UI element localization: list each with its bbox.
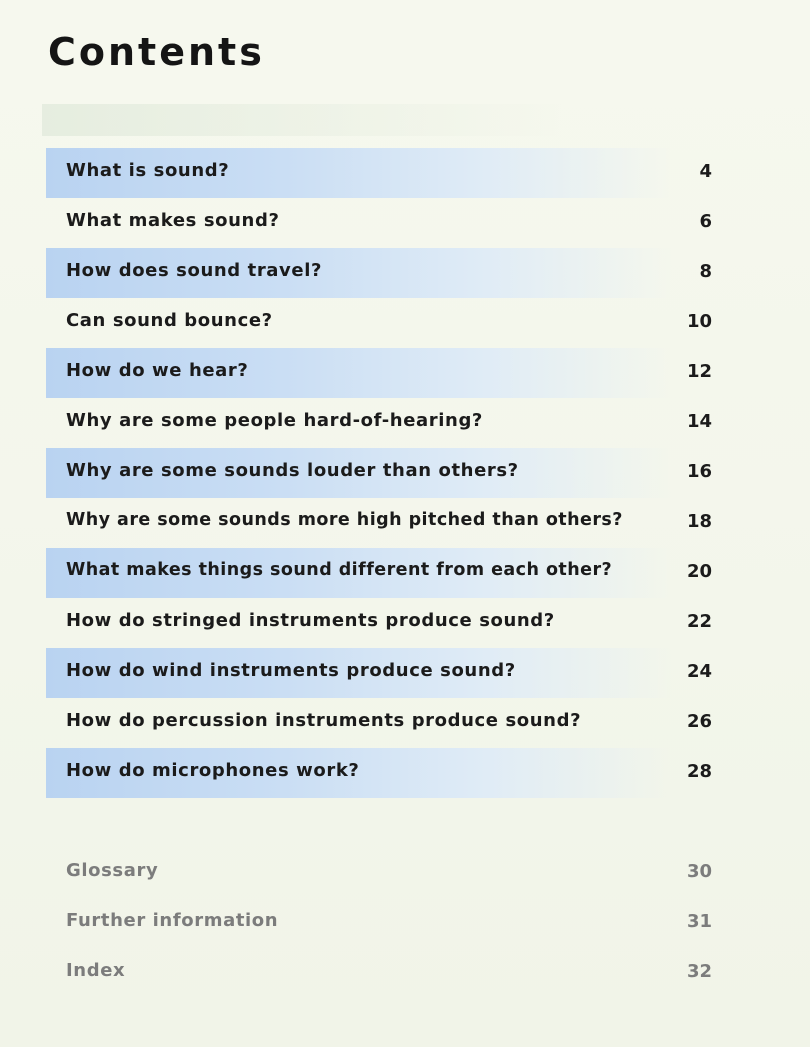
entry-title: Why are some sounds more high pitched than others?	[66, 510, 623, 530]
entry-title: Further information	[66, 910, 279, 931]
contents-entry[interactable]	[46, 298, 726, 348]
entry-title: Why are some sounds louder than others?	[66, 460, 519, 481]
entry-title: How do stringed instruments produce sound?	[66, 610, 555, 631]
entry-page-number: 22	[686, 611, 712, 632]
entry-page-number: 28	[686, 761, 712, 782]
contents-entry[interactable]	[46, 648, 726, 698]
contents-entry[interactable]	[46, 248, 726, 298]
entry-title: How do wind instruments produce sound?	[66, 660, 516, 681]
decorative-band	[42, 104, 562, 136]
entry-page-number: 12	[686, 361, 712, 382]
entry-page-number: 30	[686, 861, 712, 882]
entry-title: How does sound travel?	[66, 260, 323, 281]
contents-entry[interactable]	[46, 398, 726, 448]
entry-page-number: 20	[686, 561, 712, 582]
contents-entry[interactable]	[46, 498, 726, 548]
entry-page-number: 18	[686, 511, 712, 532]
entry-title: How do microphones work?	[66, 760, 360, 781]
page-title: Contents	[48, 30, 265, 74]
contents-entry[interactable]	[46, 748, 726, 798]
contents-entry[interactable]	[46, 548, 726, 598]
entry-title: What is sound?	[66, 160, 230, 181]
entry-page-number: 32	[686, 961, 712, 982]
entry-title: Why are some people hard-of-hearing?	[66, 410, 483, 431]
back-matter-list	[46, 848, 726, 998]
entry-page-number: 26	[686, 711, 712, 732]
contents-entry[interactable]	[46, 698, 726, 748]
entry-title: Index	[66, 960, 126, 981]
entry-page-number: 16	[686, 461, 712, 482]
entry-title: What makes things sound different from each other?	[66, 560, 613, 580]
entry-page-number: 31	[686, 911, 712, 932]
entry-page-number: 6	[699, 211, 712, 232]
back-matter-entry[interactable]	[46, 948, 726, 998]
back-matter-entry[interactable]	[46, 848, 726, 898]
contents-entry[interactable]	[46, 448, 726, 498]
entry-title: Can sound bounce?	[66, 310, 273, 331]
back-matter-entry[interactable]	[46, 898, 726, 948]
contents-entry[interactable]	[46, 598, 726, 648]
entry-page-number: 4	[699, 161, 712, 182]
entry-page-number: 14	[686, 411, 712, 432]
entry-page-number: 24	[686, 661, 712, 682]
entry-page-number: 8	[699, 261, 712, 282]
contents-entry[interactable]	[46, 348, 726, 398]
contents-entry[interactable]	[46, 198, 726, 248]
entry-title: How do percussion instruments produce sound?	[66, 710, 582, 731]
entry-title: What makes sound?	[66, 210, 280, 231]
entry-page-number: 10	[686, 311, 712, 332]
contents-list	[46, 148, 726, 798]
entry-title: How do we hear?	[66, 360, 249, 381]
contents-entry[interactable]	[46, 148, 726, 198]
entry-title: Glossary	[66, 860, 159, 881]
